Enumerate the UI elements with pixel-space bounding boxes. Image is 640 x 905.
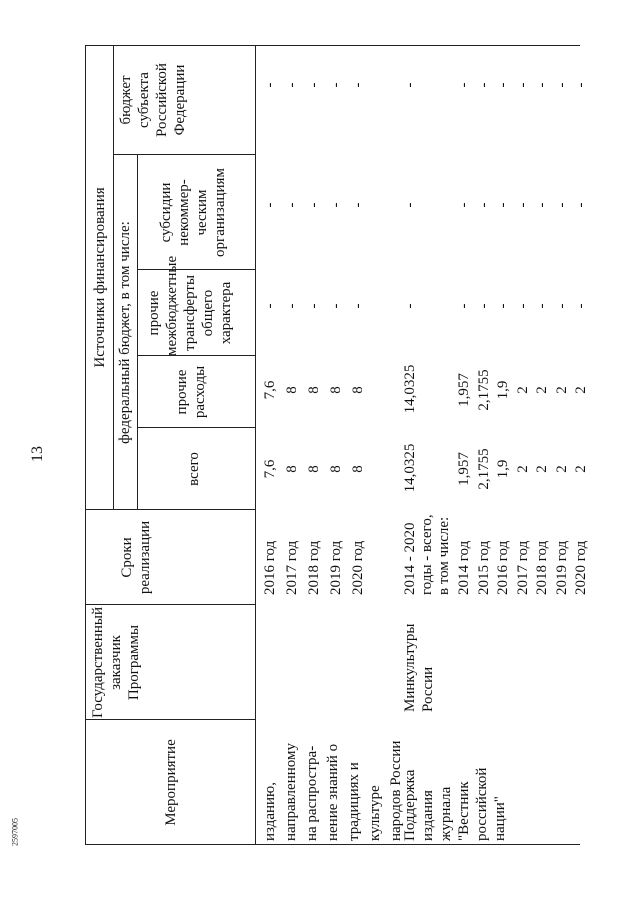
block1-row-regional-budget: - (284, 82, 300, 88)
block2-row-regional-budget: - (456, 82, 472, 88)
activity-block-1: изданию, (262, 782, 278, 841)
block2-row-other-expenses: 1,957 (456, 373, 472, 407)
block2-row-term: 2015 год (475, 540, 492, 595)
activity-block-2: журнала (438, 786, 454, 841)
activity-block-2: "Вестник (456, 781, 472, 841)
header-regional-budget: бюджет (118, 75, 134, 125)
block1-row-term: 2018 год (306, 540, 322, 595)
block2-row-transfers: - (495, 303, 511, 309)
header-transfers: трансферты (182, 274, 198, 352)
block1-row-total: 8 (284, 465, 300, 473)
block2-row-term: 2017 год (514, 540, 531, 595)
block2-row-subsidies: - (534, 202, 550, 208)
header-activity: Мероприятие (163, 739, 179, 826)
block2-row-term: 2020 год (573, 540, 589, 595)
header-terms: реализации (137, 520, 153, 595)
block2-row-other-expenses: 2 (534, 386, 550, 394)
table-left-border (85, 844, 580, 845)
block2-row-subsidies: - (553, 202, 570, 208)
block1-row-total: 8 (306, 465, 322, 473)
funding-header-rule (113, 45, 114, 510)
header-transfers: межбюджетные (164, 255, 180, 356)
block2-row-transfers: - (475, 303, 492, 309)
header-bottom-border (255, 45, 256, 845)
block1-row-term: 2019 год (328, 540, 344, 595)
header-other-expenses: расходы (192, 365, 208, 419)
block2-row-transfers: - (456, 303, 472, 309)
block2-customer: России (420, 666, 436, 712)
block1-row-regional-budget: - (262, 82, 278, 88)
activity-block-1: народов России (388, 740, 404, 841)
block2-row-term: 2019 год (553, 540, 570, 595)
block2-row-regional-budget: - (534, 82, 550, 88)
block1-row-total: 8 (328, 465, 344, 473)
activity-block-2: российской (474, 767, 490, 841)
block2-row-total: 2 (573, 465, 589, 473)
block2-row-transfers: - (573, 303, 589, 309)
block1-row-transfers: - (262, 303, 278, 309)
block1-row-subsidies: - (306, 202, 322, 208)
block2-summary-other-expenses: 14,0325 (402, 364, 418, 414)
block2-row-other-expenses: 2,1755 (475, 369, 492, 411)
block2-row-total: 2 (514, 465, 531, 473)
block1-row-regional-budget: - (306, 82, 322, 88)
block2-row-regional-budget: - (475, 82, 492, 88)
table-top-border (85, 45, 86, 845)
block1-row-other-expenses: 8 (328, 386, 344, 394)
block2-row-other-expenses: 2 (553, 386, 570, 394)
activity-block-1: культуре (367, 785, 383, 841)
block1-row-regional-budget: - (350, 82, 366, 88)
header-federal: федеральный бюджет, в том числе: (117, 221, 133, 444)
block2-row-total: 1,957 (456, 452, 472, 486)
document-code: 2597005 (10, 818, 20, 846)
header-subsidies: ческим (194, 189, 210, 236)
block1-row-total: 8 (350, 465, 366, 473)
col-line-3 (85, 509, 255, 510)
header-transfers: характера (218, 281, 234, 345)
header-total: всего (186, 452, 202, 486)
header-transfers: прочие (146, 290, 162, 336)
header-terms: Сроки (119, 537, 135, 578)
block2-row-transfers: - (534, 303, 550, 309)
block2-row-total: 2 (553, 465, 570, 473)
block2-customer: Минкультуры (402, 623, 418, 712)
block1-row-total: 7,6 (262, 459, 278, 479)
block2-row-regional-budget: - (553, 82, 570, 88)
block1-row-term: 2017 год (284, 540, 300, 595)
activity-block-1: нение знаний о (325, 743, 341, 841)
block1-row-subsidies: - (262, 202, 278, 208)
header-customer: Государственный (90, 606, 106, 719)
block1-row-regional-budget: - (328, 82, 344, 88)
block1-row-subsidies: - (350, 202, 366, 208)
block1-row-subsidies: - (328, 202, 344, 208)
block2-row-term: 2018 год (534, 540, 550, 595)
header-regional-budget: субъекта (136, 72, 152, 128)
block2-row-total: 1,9 (495, 459, 511, 479)
block1-row-transfers: - (284, 303, 300, 309)
federal-header-rule (137, 155, 138, 510)
block2-row-subsidies: - (495, 202, 511, 208)
activity-block-1: традициях и (346, 762, 362, 841)
block2-row-subsidies: - (475, 202, 492, 208)
block2-row-term: 2014 год (456, 540, 472, 595)
block2-row-regional-budget: - (514, 82, 531, 88)
header-customer: Программы (126, 624, 142, 701)
page-number: 13 (29, 446, 46, 462)
header-transfers: общего (200, 289, 216, 337)
header-subsidies: субсидии (158, 182, 174, 243)
block2-row-transfers: - (553, 303, 570, 309)
block2-row-other-expenses: 1,9 (495, 380, 511, 400)
block2-row-term: 2016 год (495, 540, 511, 595)
block2-row-other-expenses: 2 (514, 386, 531, 394)
activity-block-2: издания (420, 790, 436, 841)
activity-block-1: направленному (283, 743, 299, 841)
header-regional-budget: Российской (154, 63, 170, 137)
block2-row-other-expenses: 2 (573, 386, 589, 394)
header-funding: Источники финансирования (92, 187, 108, 368)
block2-summary-transfers: - (402, 303, 418, 309)
block1-row-transfers: - (306, 303, 322, 309)
block2-row-transfers: - (514, 303, 531, 309)
block1-row-subsidies: - (284, 202, 300, 208)
block1-row-transfers: - (328, 303, 344, 309)
header-subsidies: некоммер- (176, 179, 192, 246)
block2-summary-regional-budget: - (402, 82, 418, 88)
block2-row-regional-budget: - (573, 82, 589, 88)
activity-block-2: Поддержка (402, 769, 418, 841)
block1-row-transfers: - (350, 303, 366, 309)
block2-summary-term: в том числе: (436, 516, 452, 595)
block1-row-other-expenses: 8 (284, 386, 300, 394)
header-regional-budget: Федерации (172, 64, 188, 136)
block2-row-subsidies: - (573, 202, 589, 208)
financing-table (85, 45, 589, 845)
block1-row-other-expenses: 8 (350, 386, 366, 394)
block1-row-other-expenses: 7,6 (262, 380, 278, 400)
block1-row-term: 2016 год (262, 540, 278, 595)
block2-summary-term: 2014 - 2020 (402, 522, 418, 595)
block2-summary-term: годы - всего, (419, 514, 435, 595)
block2-row-subsidies: - (514, 202, 531, 208)
block2-row-regional-budget: - (495, 82, 511, 88)
activity-block-1: на распростра- (304, 745, 320, 841)
block2-summary-subsidies: - (402, 202, 418, 208)
header-subsidies: организациям (212, 168, 228, 257)
activity-block-2: нации" (492, 796, 508, 841)
header-other-expenses: прочие (174, 369, 190, 415)
header-customer: заказчик (108, 635, 124, 690)
block1-row-term: 2020 год (350, 540, 366, 595)
block2-row-subsidies: - (456, 202, 472, 208)
block2-summary-total: 14,0325 (402, 443, 418, 493)
block1-row-other-expenses: 8 (306, 386, 322, 394)
block2-row-total: 2,1755 (475, 448, 492, 490)
block2-row-total: 2 (534, 465, 550, 473)
